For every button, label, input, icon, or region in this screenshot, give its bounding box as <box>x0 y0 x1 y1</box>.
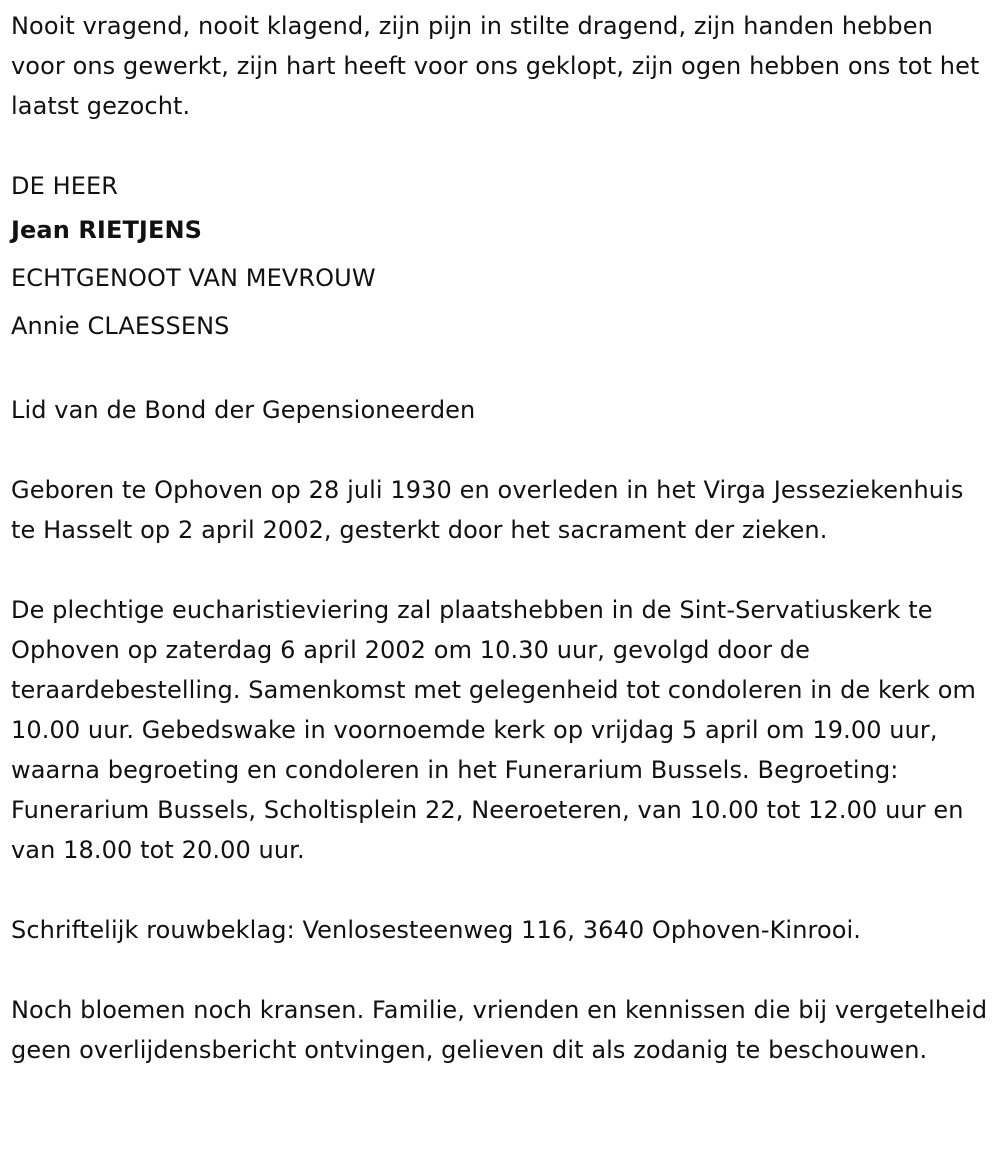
birth-death-paragraph: Geboren te Ophoven op 28 juli 1930 en overleden in het Virga Jesseziekenhuis te Hasselt op 2 april 2002, gesterkt door het sacrament der zieken. <box>11 476 964 544</box>
closing-paragraph: Noch bloemen noch kransen. Familie, vrienden en kennissen die bij vergetelheid geen overlijdensbericht ontvingen, gelieven dit als zodanig te beschouwen. <box>11 996 988 1064</box>
relation-line: ECHTGENOOT VAN MEVROUW <box>11 264 376 292</box>
title-line: DE HEER <box>11 172 119 200</box>
deceased-name: Jean RIETJENS <box>11 216 203 244</box>
membership-line: Lid van de Bond der Gepensioneerden <box>11 396 476 424</box>
ceremony-paragraph: De plechtige eucharistieviering zal plaatshebben in de Sint-Servatiuskerk te Ophoven op zaterdag 6 april 2002 om 10.30 uur, gevolgd door de teraardebestelling. Samenkomst met gelegenheid tot condoleren in de kerk om 10.00 uur. Gebedswake in voornoemde kerk op vrijdag 5 april om 19.00 uur, waarna begroeting en condoleren in het Funerarium Bussels. Begroeting: Funerarium Bussels, Scholtisplein 22, Neeroeteren, van 10.00 tot 12.00 uur en van 18.00 tot 20.00 uur. <box>11 596 976 864</box>
obituary-notice <box>11 6 991 1070</box>
motto-paragraph: Nooit vragend, nooit klagend, zijn pijn in stilte dragend, zijn handen hebben voor ons gewerkt, zijn hart heeft voor ons geklopt, zijn ogen hebben ons tot het laatst gezocht. <box>11 12 980 120</box>
spouse-name: Annie CLAESSENS <box>11 312 230 340</box>
condolence-address: Schriftelijk rouwbeklag: Venlosesteenweg 116, 3640 Ophoven-Kinrooi. <box>11 916 862 944</box>
